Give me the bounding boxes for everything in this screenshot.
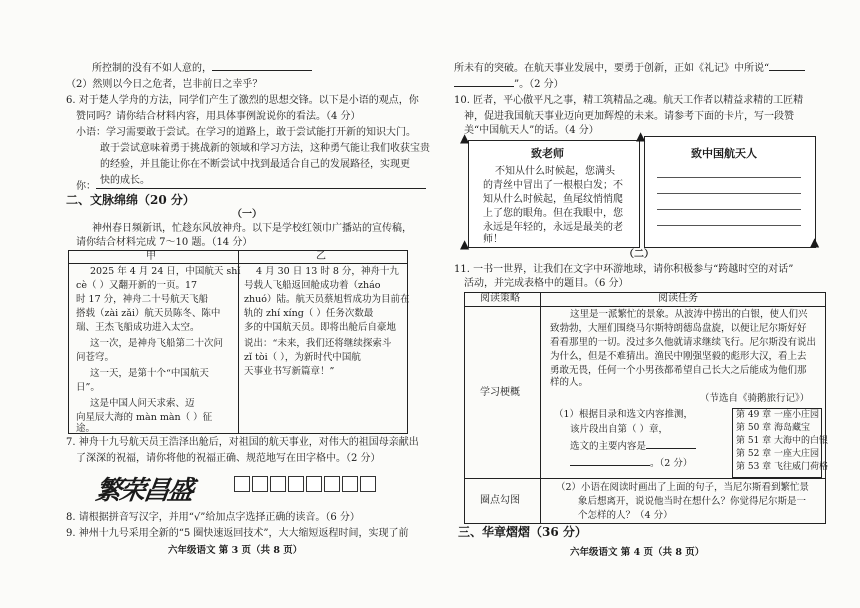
card-writing-line[interactable] <box>657 209 801 210</box>
intro-line-2: 请你结合材料完成 7～10 题。（14 分） <box>76 237 253 248</box>
jia-line-5: 瑞、王杰飞船成功进入太空。 <box>76 322 200 333</box>
card-corner-ornament-icon: ▲ <box>636 129 646 143</box>
jia-line-6: 这一次，是神舟飞船第二十次问 <box>90 338 224 349</box>
card-corner-ornament-icon: ▲ <box>460 131 470 145</box>
tianzige-cell[interactable] <box>252 476 268 492</box>
toc-item: 第 49 章 一座小庄园 <box>736 410 820 420</box>
q11-1-line-3: 选文的主要内容是 <box>570 438 696 454</box>
card-to-teacher-line-5: 永远是年轻的，永远是最美的老 <box>483 222 623 233</box>
passage-source: （节选自《骑鹅旅行记》） <box>700 393 810 404</box>
card-corner-ornament-icon: ▲ <box>810 235 820 249</box>
tianzige-cell[interactable] <box>306 476 322 492</box>
passage-line-3: 看看那里的一切。没过多久他就请求继续飞行。尼尔斯没有说出 <box>550 337 817 348</box>
section-3-title: 三、华章熠熠（36 分） <box>458 525 587 539</box>
q9-line: 9. 神州十九号采用全新的“5 圈快速返回技术”，大大缩短返程时间，实现了前 <box>66 528 409 539</box>
tianzige-cell[interactable] <box>270 476 286 492</box>
card-to-teacher-line-3: 知从什么时候起，鱼尾纹悄悄爬 <box>483 194 623 205</box>
card-to-astronauts <box>644 136 816 248</box>
material-jia-head: 甲 <box>146 251 156 262</box>
reading-table-row-divider <box>464 478 826 479</box>
intro-line-1: 神州春日频新讯，忙趁东风放神舟。以下是学校红领巾广播站的宣传稿， <box>92 223 412 234</box>
q5-line-1: 所控制的没有不如人意的， <box>92 60 312 76</box>
q11-1-line-4: 。（2 分） <box>570 455 692 471</box>
q11-2-line-1: （2）小语在阅读时画出了上面的句子，当尼尔斯看到繁忙景 <box>556 482 810 493</box>
jia-line-10: 这是中国人问天求索、迈 <box>90 398 195 409</box>
card-to-teacher <box>468 140 640 248</box>
card-to-teacher-line-1: 不知从什么时候起，您满头 <box>495 166 615 177</box>
jia-line-12: 途。 <box>76 423 96 434</box>
subsection-1-label: （一） <box>232 209 262 220</box>
jia-line-11: 向星辰大海的 màn màn（ ）征 <box>76 412 213 423</box>
q6-line-1: 6. 对于楚人学舟的方法，同学们产生了激烈的思想交锋。以下是小语的观点，你 <box>66 95 419 106</box>
yi-line-2: 号载人飞船返回舱成功着（zháo <box>244 280 381 291</box>
toc-item: 第 52 章 一座大庄园 <box>736 449 820 459</box>
q11-2-line-3: 个怎样的人？（4 分） <box>578 510 673 521</box>
reading-table-col1-head: 阅读策略 <box>480 293 520 304</box>
card-writing-line[interactable] <box>657 193 801 194</box>
jia-line-9: 日”。 <box>76 382 100 393</box>
q11-line-2: 活动，并完成表格中的题目。（6 分） <box>464 278 629 289</box>
reading-table-row1-label: 学习梗概 <box>480 387 520 398</box>
q11-line-1: 11. 一书一世界，让我们在文字中环游地球，请你积极参与“跨越时空的对话” <box>454 264 794 275</box>
q5-line-2: （2）然则以今日之危者，岂非前日之幸乎？ <box>66 79 263 90</box>
section-2-title: 二、文脉绵绵（20 分） <box>66 193 195 207</box>
q6-answer-line: 你： <box>76 178 426 194</box>
q7-line-2: 了深深的祝福，请你将他的祝福正确、规范地写在田字格中。（2 分） <box>76 453 381 464</box>
q10-line-1: 10. 匠者，平心傲平凡之事，精工筑精品之魂。航天工作者以精益求精的工匠精 <box>454 95 804 106</box>
q11-1-line-1: （1）根据目录和选文内容推测， <box>554 409 694 420</box>
tianzige-cell[interactable] <box>342 476 358 492</box>
jia-line-7: 问苍穹。 <box>76 352 115 363</box>
toc-item: 第 51 章 大海中的白银 <box>736 436 829 446</box>
jia-line-3: 时 17 分，神舟二十号航天飞船 <box>76 294 209 305</box>
card-to-teacher-line-2: 的青丝中冒出了一根根白发；不 <box>483 180 623 191</box>
card-corner-ornament-icon: ▲ <box>460 237 470 251</box>
q6-quote-4: 快的成长。 <box>100 175 150 186</box>
jia-line-1: 2025 年 4 月 24 日，中国航天 shǐ <box>90 266 241 277</box>
yi-line-6: 说出：“未来，我们还将继续探索斗 <box>244 338 392 349</box>
passage-line-5: 勇敢无畏，任何一个小男孩都希望自己长大之后能成为他们那 <box>550 365 807 376</box>
card-to-astronauts-title: 致中国航天人 <box>691 147 757 160</box>
q8-line: 8. 请根据拼音写汉字，并用“√”给加点字选择正确的读音。（6 分） <box>66 512 360 523</box>
q6-quote-3: 的经验，并且能让你在不断尝试中找到最适合自己的发展路径，实现更 <box>100 159 410 170</box>
yi-line-3: zhuó）陆。航天员蔡旭哲成功为目前在 <box>244 294 410 305</box>
material-yi-head: 乙 <box>316 251 326 262</box>
q11-1-line-2: 该片段出自第（ ）章， <box>570 424 669 435</box>
jia-line-8: 这一天，是第十个“中国航天 <box>90 368 209 379</box>
card-to-teacher-line-4: 上了您的眼角。但在我眼中，您 <box>483 208 623 219</box>
q6-line-2: 赞同吗？请你结合材料内容，用具体事例說说你的看法。（4 分） <box>76 111 361 122</box>
exam-page-4 <box>430 0 860 608</box>
jia-line-4: 搭载（zài zǎi）航天员陈冬、陈中 <box>76 308 221 319</box>
reading-table-col2-head: 阅读任务 <box>658 293 698 304</box>
page-3-footer: 六年级语文 第 3 页（共 8 页） <box>168 545 303 556</box>
reading-table-row2-label: 圈点勾图 <box>480 495 520 506</box>
q6-quote-1: 小语：学习需要敢于尝试。在学习的道路上，敢于尝试能打开新的知识大门。 <box>76 127 416 138</box>
reading-table-head-divider <box>464 306 826 307</box>
toc-item: 第 50 章 海岛藏宝 <box>736 423 811 433</box>
passage-line-4: 为什么，但是不难猜出。渔民中刚强坚毅的彪形大汉，看上去 <box>550 351 807 362</box>
q11-2-line-2: 象后想离开，说说他当时在想什么？你觉得尼尔斯是一 <box>578 496 807 507</box>
q9-continued-1: 所未有的突破。在航天事业发展中，要勇于创新，正如《礼记》中所说“ <box>454 60 805 76</box>
page-4-footer: 六年级语文 第 4 页（共 8 页） <box>570 547 705 558</box>
calligraphy-image: 繁荣昌盛 <box>93 476 194 506</box>
q7-line-1: 7. 神舟十九号航天员王浩泽出舱后，对祖国的航天事业，对伟大的祖国母亲献出 <box>66 437 419 448</box>
card-to-teacher-line-6: 师！ <box>483 234 503 245</box>
q6-quote-2: 敢于尝试意味着勇于挑战新的领域和学习方法，这种勇气能让我们收获宝贵 <box>100 143 430 154</box>
tianzige-cell[interactable] <box>360 476 376 492</box>
q9-continued-2: ”。（2 分） <box>454 76 564 92</box>
yi-line-5: 多的中国航天员。即将出舱后自豪地 <box>244 322 397 333</box>
q10-line-3: 美“中国航天人”的话。（4 分） <box>464 125 599 136</box>
jia-line-2: cè（ ）又翻开新的一页。17 <box>76 280 198 291</box>
reading-table-col-divider <box>540 292 541 523</box>
subsection-2-label: （二） <box>624 249 654 260</box>
card-writing-line[interactable] <box>657 177 801 178</box>
tianzige-cell[interactable] <box>234 476 250 492</box>
tianzige-cell[interactable] <box>288 476 304 492</box>
q10-line-2: 神，促进我国航天事业迈向更加辉煌的未来。请参考下面的卡片，写一段赞 <box>464 111 794 122</box>
passage-line-1: 这里是一派繁忙的景象。从波涛中捞出的白银，使人们兴 <box>570 309 808 320</box>
toc-item: 第 53 章 飞往威门荷格 <box>736 462 829 472</box>
card-writing-line[interactable] <box>657 225 801 226</box>
yi-line-7: zǐ tòi（ ），为新时代中国航 <box>244 352 361 363</box>
passage-line-2: 致勃勃，大厘们围绕马尔斯特朗德岛盘旋，以便让尼尔斯好好 <box>550 323 807 334</box>
card-to-teacher-title: 致老师 <box>531 147 564 160</box>
yi-line-4: 轨的 zhí xíng（ ）任务次数最 <box>244 308 374 319</box>
tianzige-cell[interactable] <box>324 476 340 492</box>
yi-line-1: 4 月 30 日 13 时 8 分，神舟十九 <box>256 266 399 277</box>
yi-line-8: 天事业书写新篇章！” <box>244 366 335 377</box>
passage-line-6: 样的人。 <box>550 377 589 388</box>
